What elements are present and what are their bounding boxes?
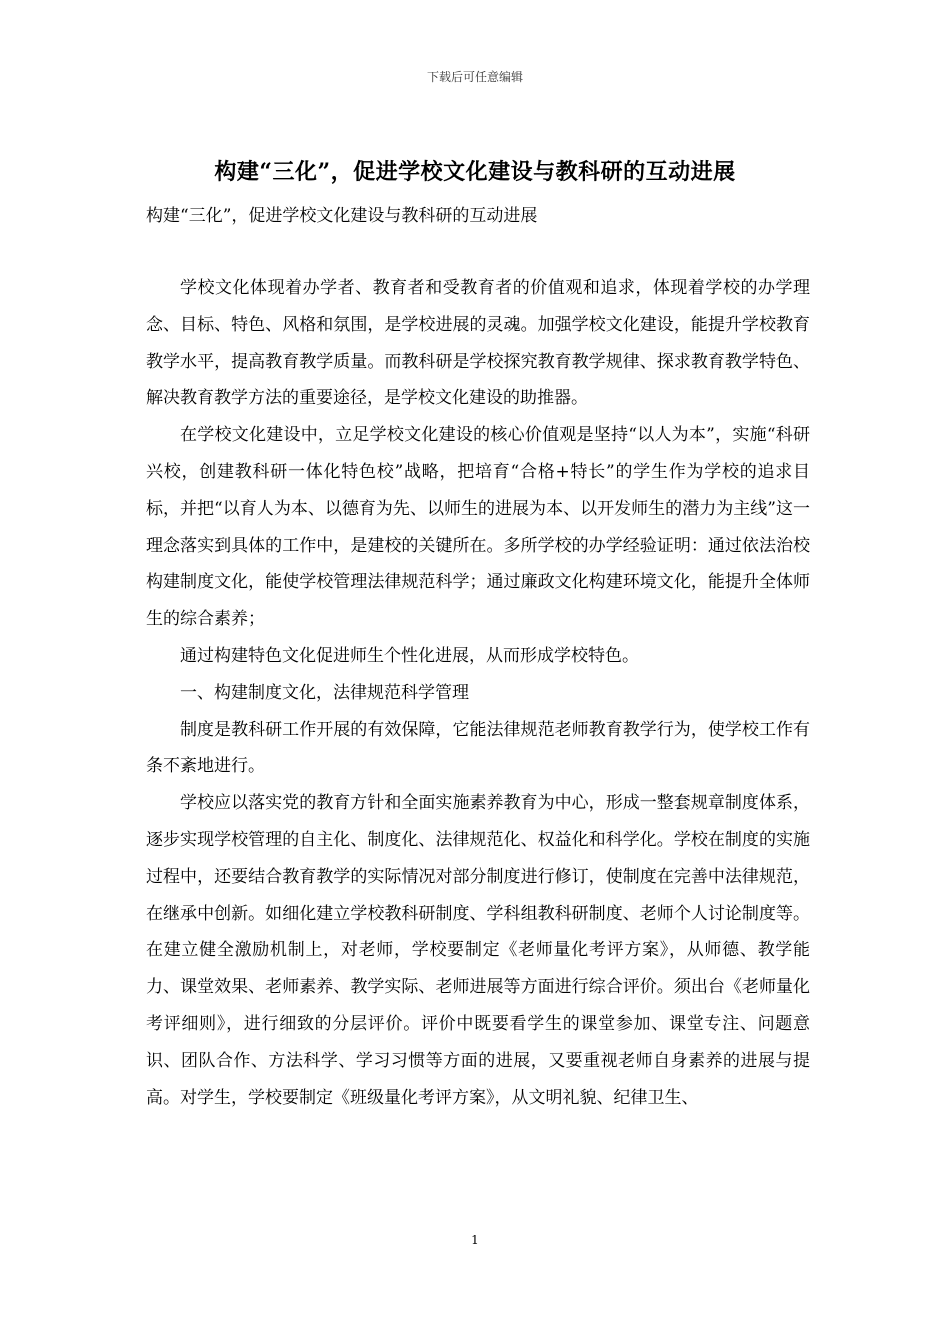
paragraph-system-guarantee: 制度是教科研工作开展的有效保障，它能法律规范老师教育教学行为，使学校工作有条不紊地进行。 [146,719,810,777]
header-note: 下载后可任意编辑 [426,70,523,84]
document-body [146,270,810,1116]
document-title: 构建“三化”，促进学校文化建设与教科研的互动进展 [214,159,736,185]
page-number: 1 [471,1233,479,1247]
paragraph-special-culture: 通过构建特色文化促进师生个性化进展，从而形成学校特色。 [180,645,639,666]
paragraph-rules-system: 学校应以落实党的教育方针和全面实施素养教育为中心，形成一整套规章制度体系，逐步实现学校管理的自主化、制度化、法律规范化、权益化和科学化。学校在制度的实施过程中，还要结合教育教学的实际情况对部分制度进行修订，使制度在完善中法律规范，在继承中创新。如细化建立学校教科研制度、学科组教科研制度、老师个人讨论制度等。在建立健全激励机制上，对老师，学校要制定《老师量化考评方案》，从师德、教学能力、课堂效果、老师素养、教学实际、老师进展等方面进行综合评价。须出台《老师量化考评细则》，进行细致的分层评价。评价中既要看学生的课堂参加、课堂专注、问题意识、团队合作、方法科学、学习习惯等方面的进展，又要重视老师自身素养的进展与提高。对学生，学校要制定《班级量化考评方案》，从文明礼貌、纪律卫生、 [146,793,810,1108]
paragraph-intro: 学校文化体现着办学者、教育者和受教育者的价值观和追求，体现着学校的办学理念、目标、特色、风格和氛围，是学校进展的灵魂。加强学校文化建设，能提升学校教育教学水平，提高教育教学质量。而教科研是学校探究教育教学规律、探求教育教学特色、解决教育教学方法的重要途径，是学校文化建设的助推器。 [146,278,810,409]
paragraph-core-values: 在学校文化建设中，立足学校文化建设的核心价值观是坚持“以人为本”，实施“科研兴校，创建教科研一体化特色校”战略，把培育“合格+特长”的学生作为学校的追求目标，并把“以育人为本、以德育为先、以师生的进展为本、以开发师生的潜力为主线”这一理念落实到具体的工作中，是建校的关键所在。多所学校的办学经验证明：通过依法治校构建制度文化，能使学校管理法律规范科学；通过廉政文化构建环境文化，能提升全体师生的综合素养； [146,425,810,630]
document-subtitle: 构建“三化”，促进学校文化建设与教科研的互动进展 [146,206,538,226]
section-heading-1: 一、构建制度文化，法律规范科学管理 [180,682,469,703]
